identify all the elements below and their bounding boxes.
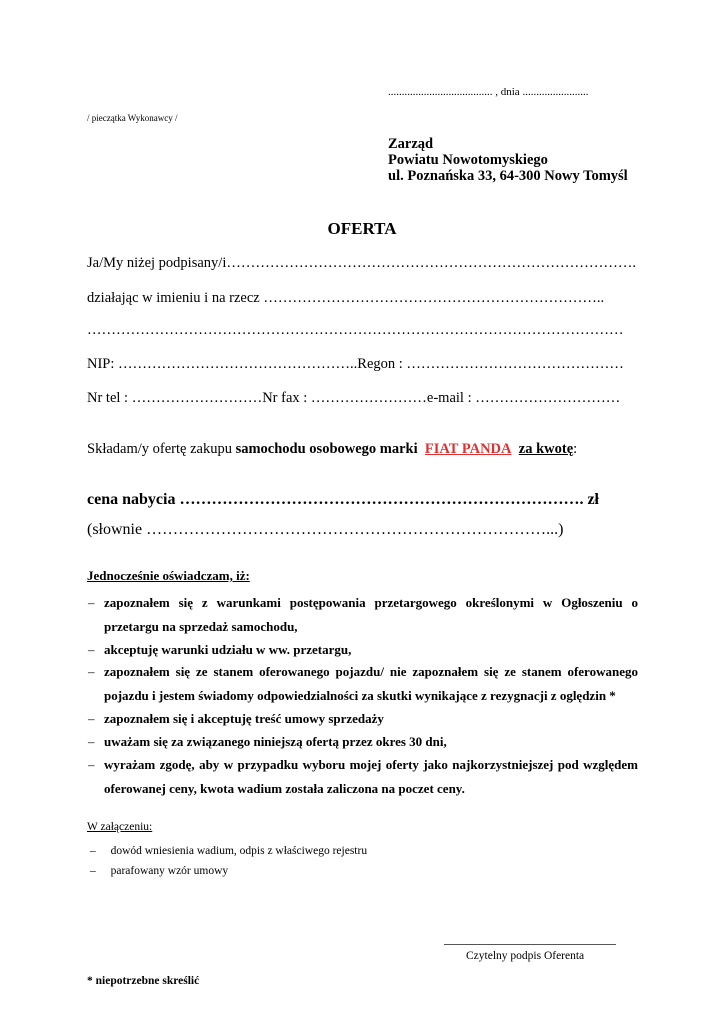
price-field: cena nabycia …………………………………………………………………. zł: [87, 491, 599, 508]
place-date-line: ...................................... , dnia ........................: [388, 86, 589, 98]
offer-vehicle-type: samochodu osobowego marki: [235, 441, 418, 457]
list-dash: –: [90, 865, 96, 877]
recipient-line-1: Zarząd: [388, 136, 434, 152]
footnote: * niepotrzebne skreślić: [87, 975, 200, 987]
attachment-item: [90, 845, 367, 857]
declaration-text: wyrażam zgodę, aby w przypadku wyboru mojej oferty jako najkorzystniejszej pod względem oferowanej ceny, kwota wadium została zaliczona na poczet ceny.: [104, 757, 638, 796]
attachment-text: dowód wniesienia wadium, odpis z właściwego rejestru: [110, 845, 368, 857]
nip-regon-field: NIP: …………………………………………..Regon : ………………………………………: [87, 356, 624, 372]
declaration-item: [90, 660, 638, 707]
declaration-item: [90, 591, 638, 638]
recipient-line-2: Powiatu Nowotomyskiego: [388, 152, 548, 168]
attachment-item: [90, 865, 228, 877]
acting-on-behalf-field: działając w imieniu i na rzecz ……………………………………………………………..: [87, 290, 605, 306]
stamp-label: / pieczątka Wykonawcy /: [87, 113, 178, 123]
offer-colon: :: [573, 441, 578, 457]
list-dash: –: [88, 734, 95, 749]
signature-line: [444, 944, 616, 945]
declaration-text: zapoznałem się ze stanem oferowanego pojazdu/ nie zapoznałem się ze stanem oferowanego pojazdu i jestem świadomy odpowiedzialności za skutki wynikające z rezygnacji z oględzin *: [104, 664, 638, 703]
offer-prefix: Składam/y ofertę zakupu: [87, 441, 236, 457]
price-in-words-field: (słownie …………………………………………………………………...): [87, 521, 564, 538]
list-dash: –: [88, 664, 95, 679]
document-title: OFERTA: [327, 219, 397, 238]
offer-amount-label: za kwotę: [518, 441, 574, 457]
declaration-text: zapoznałem się i akceptuję treść umowy sprzedaży: [104, 711, 384, 726]
continuation-field: …………………………………………………………………………………………………: [87, 322, 624, 338]
declarations-heading: Jednocześnie oświadczam, iż:: [87, 568, 250, 583]
contact-field: Nr tel : ………………………Nr fax : ……………………e-mail : …………………………: [87, 390, 621, 406]
list-dash: –: [88, 595, 95, 610]
recipient-block: [388, 136, 628, 184]
list-dash: –: [88, 642, 95, 657]
attachments-heading: W załączeniu:: [87, 821, 153, 833]
signature-label: Czytelny podpis Oferenta: [466, 950, 585, 962]
list-dash: –: [88, 711, 95, 726]
declaration-item: [90, 730, 638, 754]
list-dash: –: [90, 845, 96, 857]
declaration-text: uważam się za związanego niniejszą ofertą przez okres 30 dni,: [104, 734, 447, 749]
declaration-text: zapoznałem się z warunkami postępowania przetargowego określonymi w Ogłoszeniu o przetargu na sprzedaż samochodu,: [104, 595, 638, 634]
signed-field: Ja/My niżej podpisany/i………………………………………………………………………….: [87, 255, 636, 271]
declaration-text: akceptuję warunki udziału w ww. przetargu,: [104, 642, 352, 657]
list-dash: –: [88, 757, 95, 772]
declaration-item: [90, 707, 638, 731]
offer-brand: FIAT PANDA: [424, 441, 512, 457]
offer-sentence: [87, 441, 577, 458]
declaration-item: [90, 753, 638, 800]
recipient-line-3: ul. Poznańska 33, 64-300 Nowy Tomyśl: [388, 168, 628, 184]
declaration-item: [90, 638, 638, 662]
attachment-text: parafowany wzór umowy: [110, 865, 229, 877]
